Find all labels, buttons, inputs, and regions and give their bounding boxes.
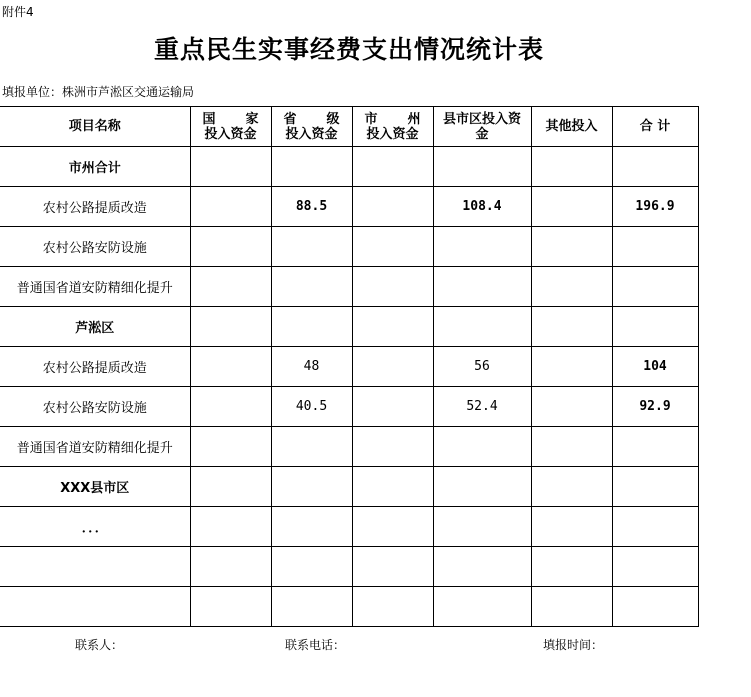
cell-national	[190, 387, 271, 427]
cell-total	[612, 547, 698, 587]
cell-provincial	[271, 507, 352, 547]
cell-provincial	[271, 587, 352, 627]
cell-county	[433, 267, 531, 307]
cell-item-name: XXX县市区	[0, 467, 190, 507]
cell-other	[531, 507, 612, 547]
cell-national	[190, 307, 271, 347]
cell-item-name: 普通国省道安防精细化提升	[0, 427, 190, 467]
table-row	[0, 147, 698, 187]
header-county: 县市区投入资 金	[433, 107, 531, 147]
cell-provincial: 40.5	[271, 387, 352, 427]
cell-city	[352, 227, 433, 267]
cell-total	[612, 467, 698, 507]
cell-national	[190, 467, 271, 507]
cell-city	[352, 307, 433, 347]
cell-county	[433, 507, 531, 547]
cell-other	[531, 227, 612, 267]
cell-city	[352, 507, 433, 547]
cell-county	[433, 547, 531, 587]
expenditure-table	[0, 106, 699, 627]
cell-national	[190, 587, 271, 627]
table-row	[0, 467, 698, 507]
cell-city	[352, 547, 433, 587]
table-row	[0, 427, 698, 467]
page-title: 重点民生实事经费支出情况统计表	[153, 35, 544, 64]
cell-county: 108.4	[433, 187, 531, 227]
cell-other	[531, 267, 612, 307]
cell-provincial: 48	[271, 347, 352, 387]
table-row	[0, 587, 698, 627]
cell-provincial	[271, 227, 352, 267]
cell-county	[433, 227, 531, 267]
cell-national	[190, 547, 271, 587]
cell-provincial	[271, 267, 352, 307]
cell-other	[531, 467, 612, 507]
cell-provincial	[271, 427, 352, 467]
cell-total	[612, 227, 698, 267]
cell-national	[190, 267, 271, 307]
cell-county	[433, 307, 531, 347]
cell-total	[612, 307, 698, 347]
cell-city	[352, 147, 433, 187]
cell-city	[352, 347, 433, 387]
header-row	[0, 107, 698, 147]
attachment-label: 附件4	[2, 5, 34, 19]
cell-other	[531, 147, 612, 187]
cell-city	[352, 427, 433, 467]
cell-item-name: 市州合计	[0, 147, 190, 187]
cell-city	[352, 187, 433, 227]
cell-city	[352, 267, 433, 307]
cell-county: 52.4	[433, 387, 531, 427]
cell-total	[612, 267, 698, 307]
cell-total	[612, 507, 698, 547]
reporting-unit: 填报单位：株洲市芦淞区交通运输局	[2, 85, 195, 99]
cell-item-name: ．．．	[0, 507, 190, 547]
cell-item-name: 芦淞区	[0, 307, 190, 347]
cell-other	[531, 187, 612, 227]
cell-other	[531, 587, 612, 627]
cell-total: 104	[612, 347, 698, 387]
date-label: 填报时间：	[543, 638, 604, 652]
header-city: 市 州 投入资金	[352, 107, 433, 147]
cell-national	[190, 147, 271, 187]
cell-provincial	[271, 147, 352, 187]
cell-county	[433, 147, 531, 187]
table-row	[0, 187, 698, 227]
cell-other	[531, 307, 612, 347]
cell-item-name	[0, 587, 190, 627]
cell-provincial	[271, 307, 352, 347]
cell-city	[352, 587, 433, 627]
cell-item-name: 农村公路安防设施	[0, 387, 190, 427]
cell-total	[612, 147, 698, 187]
cell-provincial: 88.5	[271, 187, 352, 227]
table-row	[0, 307, 698, 347]
cell-total	[612, 427, 698, 467]
cell-total: 92.9	[612, 387, 698, 427]
cell-county	[433, 587, 531, 627]
header-item-name: 项目名称	[0, 107, 190, 147]
cell-county	[433, 467, 531, 507]
cell-item-name: 农村公路提质改造	[0, 347, 190, 387]
cell-item-name: 农村公路提质改造	[0, 187, 190, 227]
cell-county	[433, 427, 531, 467]
cell-national	[190, 507, 271, 547]
cell-item-name: 农村公路安防设施	[0, 227, 190, 267]
cell-item-name	[0, 547, 190, 587]
header-provincial: 省 级 投入资金	[271, 107, 352, 147]
cell-city	[352, 387, 433, 427]
cell-provincial	[271, 547, 352, 587]
cell-provincial	[271, 467, 352, 507]
table-row	[0, 507, 698, 547]
cell-city	[352, 467, 433, 507]
cell-total: 196.9	[612, 187, 698, 227]
cell-other	[531, 387, 612, 427]
table-row	[0, 387, 698, 427]
table-row	[0, 267, 698, 307]
header-other: 其他投入	[531, 107, 612, 147]
cell-national	[190, 187, 271, 227]
header-total: 合 计	[612, 107, 698, 147]
cell-national	[190, 347, 271, 387]
phone-label: 联系电话：	[285, 638, 346, 652]
cell-national	[190, 427, 271, 467]
cell-other	[531, 547, 612, 587]
cell-county: 56	[433, 347, 531, 387]
table-row	[0, 347, 698, 387]
header-national: 国 家 投入资金	[190, 107, 271, 147]
cell-other	[531, 347, 612, 387]
cell-national	[190, 227, 271, 267]
table-row	[0, 227, 698, 267]
cell-total	[612, 587, 698, 627]
table-row	[0, 547, 698, 587]
cell-item-name: 普通国省道安防精细化提升	[0, 267, 190, 307]
cell-other	[531, 427, 612, 467]
contact-label: 联系人：	[75, 638, 124, 652]
